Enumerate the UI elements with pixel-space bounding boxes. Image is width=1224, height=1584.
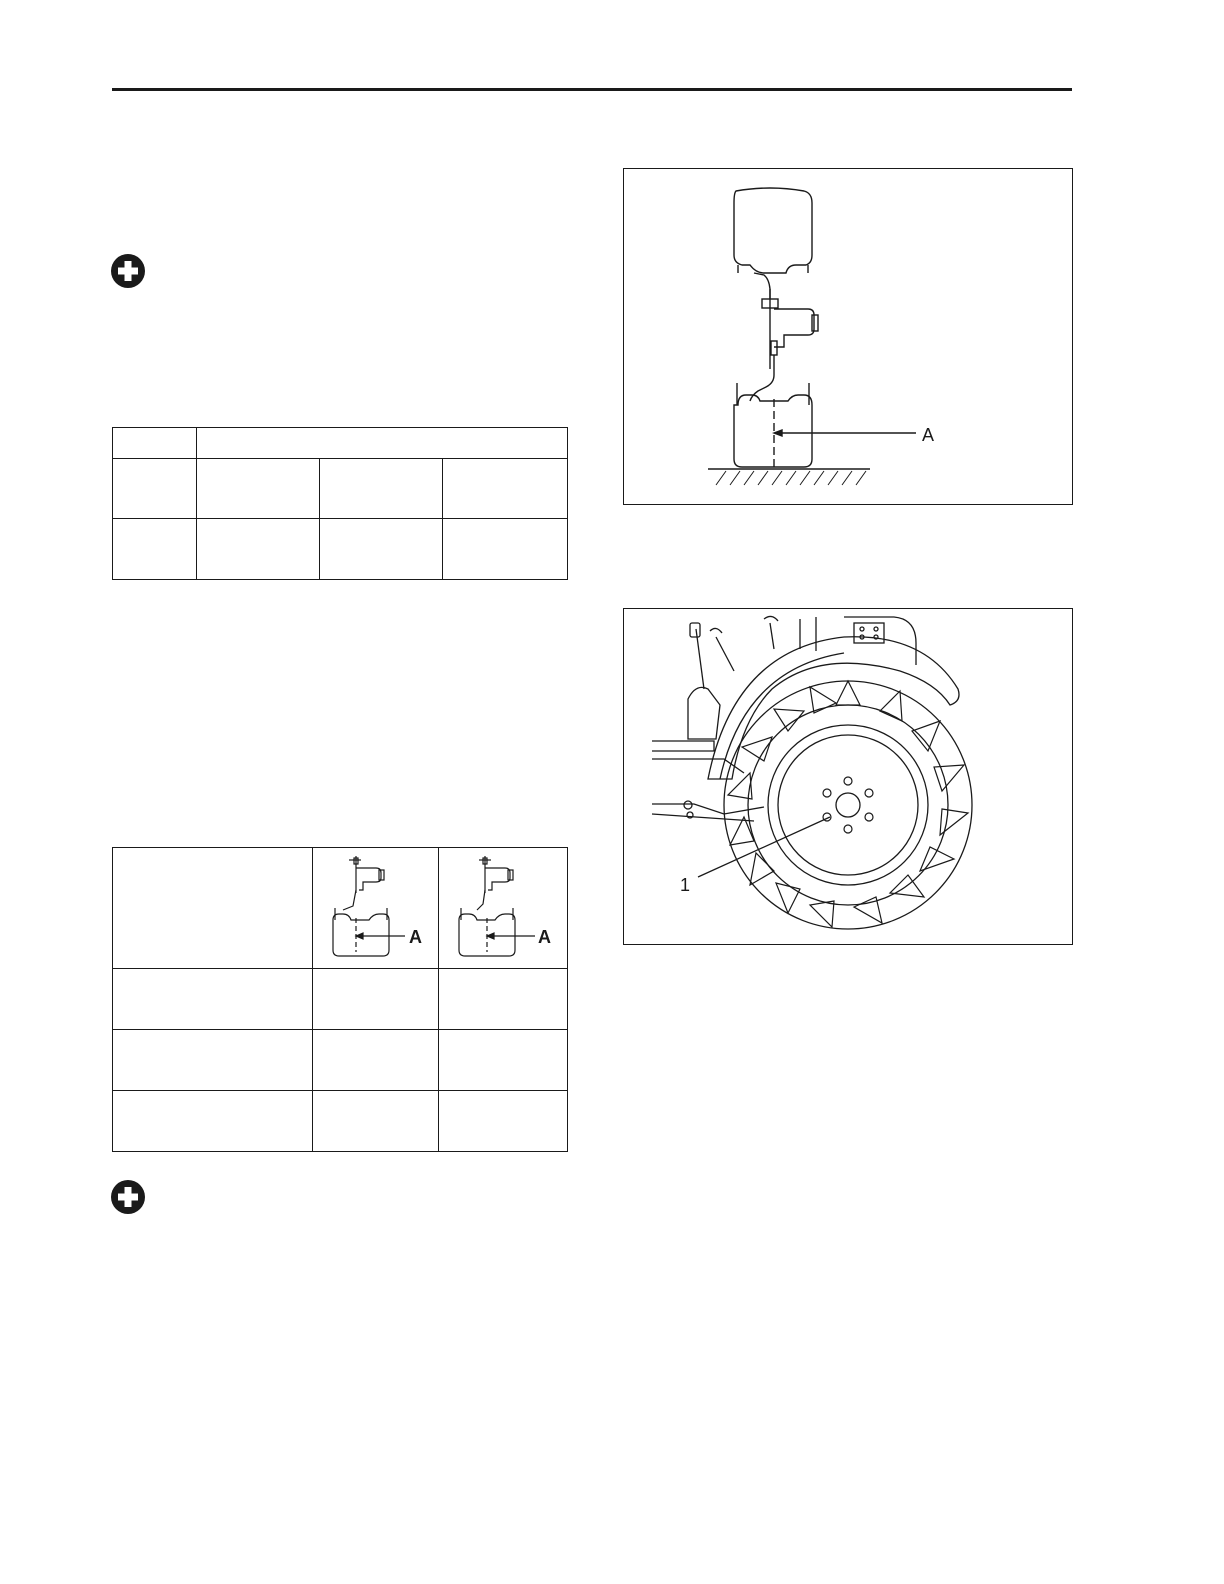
plus-circle-icon (110, 253, 146, 289)
table-row (113, 428, 568, 459)
specification-table-1 (112, 427, 568, 580)
table-row (113, 1030, 568, 1091)
header-rule (112, 88, 1072, 91)
table-cell (113, 459, 197, 519)
table-cell (439, 1091, 568, 1152)
table-cell (197, 519, 320, 580)
table-row (113, 519, 568, 580)
callout-a: A (538, 927, 551, 947)
callout-1: 1 (680, 875, 691, 895)
table-cell (443, 459, 568, 519)
table-cell (113, 428, 197, 459)
table-cell (320, 519, 443, 580)
table-cell (313, 1030, 439, 1091)
table-cell (113, 1030, 313, 1091)
wheel-offset-thumbnail-inward (313, 848, 438, 963)
table-thumb-cell-right (439, 848, 568, 969)
figure-tractor-rear-wheel (623, 608, 1073, 945)
table-cell (113, 848, 313, 969)
table-cell (313, 969, 439, 1030)
table-cell (113, 969, 313, 1030)
table-cell (197, 459, 320, 519)
figure-wheel-cross-section (623, 168, 1073, 505)
table-cell (439, 1030, 568, 1091)
table-row (113, 459, 568, 519)
table-cell (197, 428, 568, 459)
wheel-offset-table (112, 847, 568, 1152)
plus-circle-icon (110, 1179, 146, 1215)
callout-a: A (409, 927, 422, 947)
table-cell (113, 1091, 313, 1152)
table-thumb-cell-left (313, 848, 439, 969)
wheel-offset-thumbnail-outward (439, 848, 567, 963)
table-cell (320, 459, 443, 519)
table-row (113, 1091, 568, 1152)
table-cell (439, 969, 568, 1030)
tractor-rear-wheel-drawing (624, 609, 1072, 944)
table-cell (443, 519, 568, 580)
table-cell (313, 1091, 439, 1152)
wheel-cross-section-drawing (624, 169, 1072, 504)
table-cell (113, 519, 197, 580)
callout-a: A (922, 425, 935, 445)
table-row (113, 848, 568, 969)
table-row (113, 969, 568, 1030)
